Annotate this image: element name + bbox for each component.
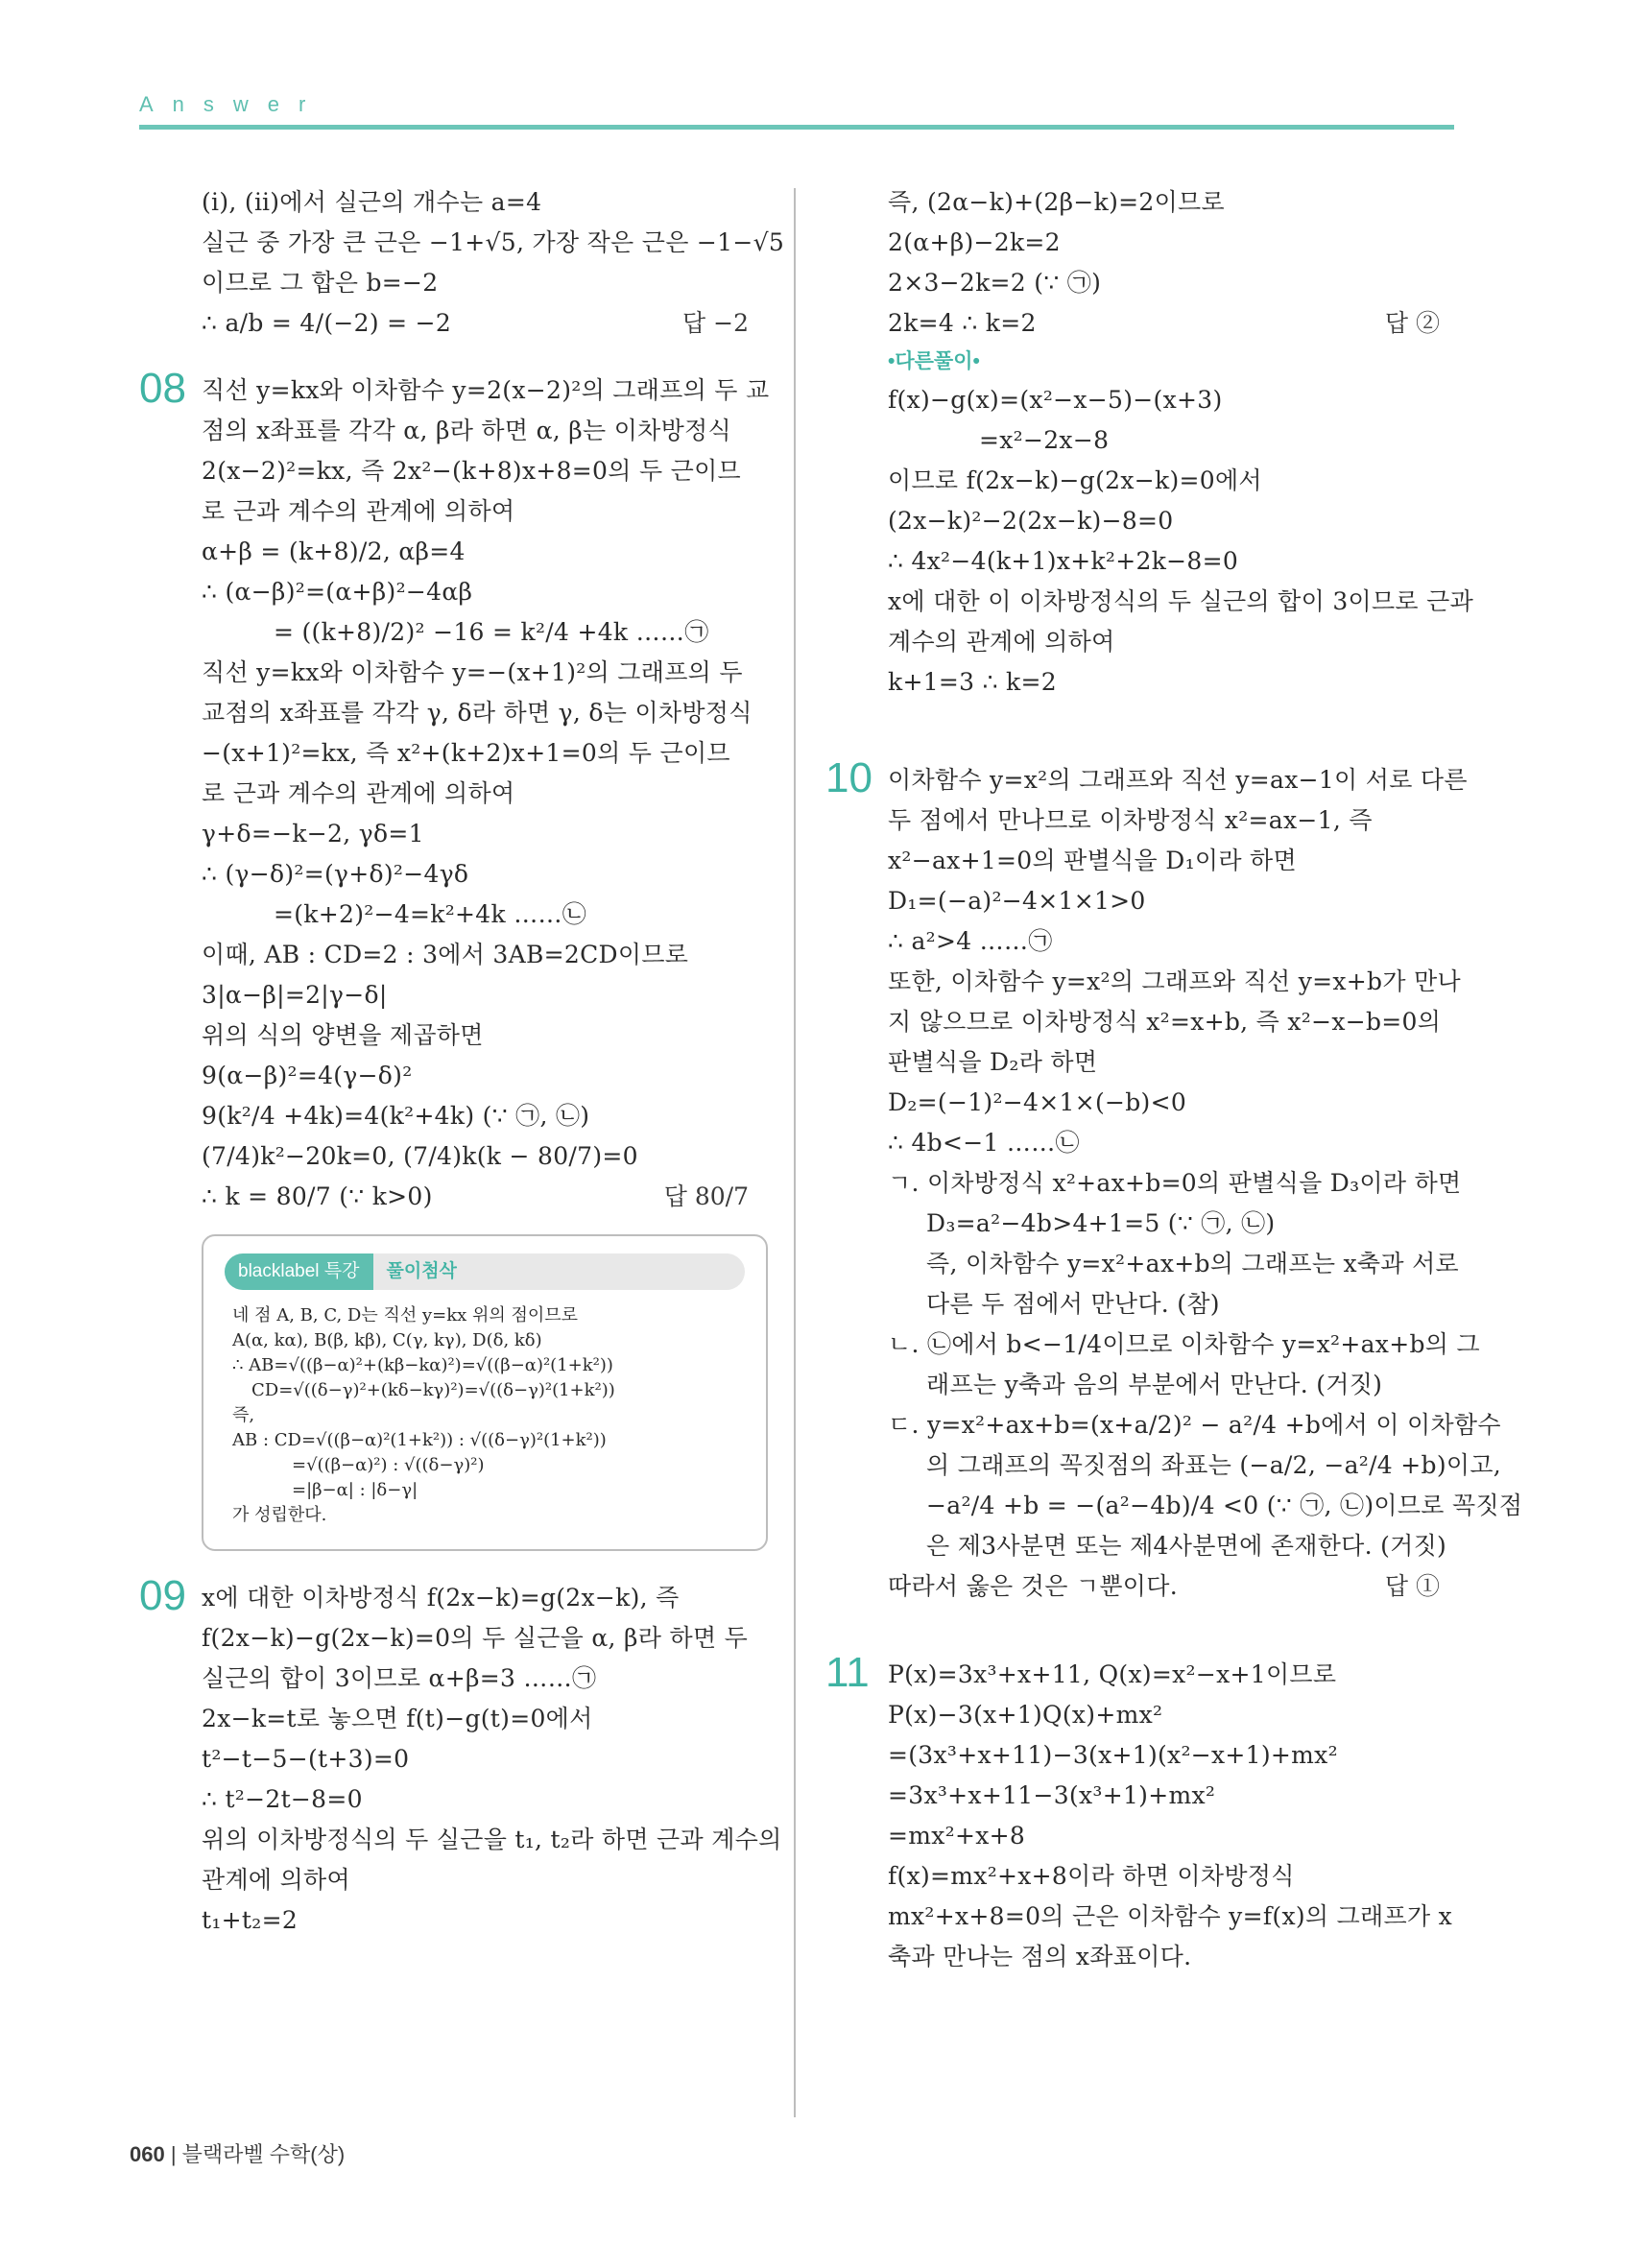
text-line: 로 근과 계수의 관계에 의하여 (202, 779, 515, 807)
callout-line: ∴ AB=√((β−α)²+(kβ−kα)²)=√((β−α)²(1+k²)) (232, 1355, 613, 1375)
text-line: 계수의 관계에 의하여 (888, 628, 1115, 656)
text-line: D₃=a²−4b>4+1=5 (∵ ㉠, ㉡) (926, 1209, 1276, 1237)
callout-brand: blacklabel 특강 (225, 1253, 373, 1290)
text-line: =mx²+x+8 (888, 1822, 1026, 1850)
text-line: α+β = (k+8)/2, αβ=4 (202, 537, 466, 565)
text-line: x²−ax+1=0의 판별식을 D₁이라 하면 (888, 847, 1297, 874)
text-line: ∴ a/b = 4/(−2) = −2 (202, 309, 452, 337)
text-line: 따라서 옳은 것은 ㄱ뿐이다. (888, 1572, 1178, 1600)
question-number: 08 (139, 365, 186, 412)
callout-line: 즉, (232, 1405, 255, 1425)
text-line: (ⅰ), (ⅱ)에서 실근의 개수는 a=4 (202, 188, 542, 216)
text-line: 은 제3사분면 또는 제4사분면에 존재한다. (거짓) (926, 1532, 1447, 1560)
blacklabel-callout (202, 1234, 768, 1551)
alternative-solution-label: •다른풀이• (888, 350, 980, 372)
text-line: 실근의 합이 3이므로 α+β=3 ……㉠ (202, 1664, 597, 1692)
text-line: D₁=(−a)²−4×1×1>0 (888, 887, 1146, 915)
page-number: 060 (130, 2142, 165, 2166)
text-line: ㄴ. ㉡에서 b<−1/4이므로 이차함수 y=x²+ax+b의 그 (888, 1330, 1480, 1358)
text-line: 2(x−2)²=kx, 즉 2x²−(k+8)x+8=0의 두 근이므 (202, 457, 742, 485)
text-line: ㄷ. y=x²+ax+b=(x+a/2)² − a²/4 +b에서 이 이차함수 (888, 1411, 1501, 1439)
callout-line: A(α, kα), B(β, kβ), C(γ, kγ), D(δ, kδ) (232, 1330, 542, 1350)
callout-line: CD=√((δ−γ)²+(kδ−kγ)²)=√((δ−γ)²(1+k²)) (251, 1380, 615, 1400)
text-line: 위의 이차방정식의 두 실근을 t₁, t₂라 하면 근과 계수의 (202, 1826, 782, 1853)
text-line: 이므로 그 합은 b=−2 (202, 269, 439, 297)
text-line: t²−t−5−(t+3)=0 (202, 1745, 410, 1773)
question-10 (825, 754, 1523, 1607)
right-column (825, 182, 1523, 1977)
text-line: 이차함수 y=x²의 그래프와 직선 y=ax−1이 서로 다른 (888, 766, 1468, 794)
text-line: ∴ (α−β)²=(α+β)²−4αβ (202, 578, 473, 606)
text-line: 이때, AB : CD=2 : 3에서 3AB=2CD이므로 (202, 941, 689, 968)
text-line: 직선 y=kx와 이차함수 y=2(x−2)²의 그래프의 두 교 (202, 376, 770, 404)
text-line: k+1=3 ∴ k=2 (888, 668, 1057, 696)
text-line: = ((k+8)/2)² −16 = k²/4 +4k ……㉠ (274, 618, 709, 646)
text-line: 즉, 이차함수 y=x²+ax+b의 그래프는 x축과 서로 (926, 1250, 1459, 1277)
text-line: −(x+1)²=kx, 즉 x²+(k+2)x+1=0의 두 근이므 (202, 739, 730, 767)
text-line: 의 그래프의 꼭짓점의 좌표는 (−a/2, −a²/4 +b)이고, (926, 1451, 1502, 1479)
left-column (139, 182, 785, 1941)
text-line: 직선 y=kx와 이차함수 y=−(x+1)²의 그래프의 두 (202, 658, 743, 686)
callout-line: =|β−α| : |δ−γ| (292, 1480, 418, 1500)
text-line: t₁+t₂=2 (202, 1906, 299, 1934)
text-line: 축과 만나는 점의 x좌표이다. (888, 1943, 1192, 1970)
question-number: 10 (825, 754, 872, 801)
callout-line: =√((β−α)²) : √((δ−γ)²) (292, 1455, 485, 1475)
callout-line: AB : CD=√((β−α)²(1+k²)) : √((δ−γ)²(1+k²)) (232, 1430, 607, 1450)
text-line: 실근 중 가장 큰 근은 −1+√5, 가장 작은 근은 −1−√5 (202, 228, 785, 256)
question-09 (139, 1572, 782, 1941)
text-line: −a²/4 +b = −(a²−4b)/4 <0 (∵ ㉠, ㉡)이므로 꼭짓점 (926, 1492, 1523, 1519)
text-line: 두 점에서 만나므로 이차방정식 x²=ax−1, 즉 (888, 806, 1373, 834)
text-line: =3x³+x+11−3(x³+1)+mx² (888, 1781, 1216, 1809)
question-number: 09 (139, 1572, 186, 1619)
text-line: 3|α−β|=2|γ−δ| (202, 981, 388, 1009)
question-number: 11 (825, 1649, 870, 1696)
answer-label: 답 ① (1384, 1572, 1440, 1600)
text-line: (2x−k)²−2(2x−k)−8=0 (888, 507, 1174, 535)
text-line: 교점의 x좌표를 각각 γ, δ라 하면 γ, δ는 이차방정식 (202, 699, 753, 727)
text-line: 2(α+β)−2k=2 (888, 228, 1061, 256)
callout-line: 가 성립한다. (232, 1505, 327, 1525)
footer-separator: | (170, 2142, 182, 2166)
text-line: 판별식을 D₂라 하면 (888, 1048, 1098, 1076)
text-line: 위의 식의 양변을 제곱하면 (202, 1021, 484, 1049)
text-line: 2x−k=t로 놓으면 f(t)−g(t)=0에서 (202, 1705, 593, 1732)
answer-label: 답 ② (1384, 309, 1440, 337)
page-footer (130, 2138, 345, 2168)
column-divider (794, 188, 796, 2117)
text-line: 관계에 의하여 (202, 1866, 350, 1894)
text-line: ∴ t²−2t−8=0 (202, 1785, 363, 1813)
text-line: P(x)−3(x+1)Q(x)+mx² (888, 1701, 1163, 1729)
text-line: f(2x−k)−g(2x−k)=0의 두 실근을 α, β라 하면 두 (202, 1624, 749, 1652)
answer-label: 답 −2 (682, 309, 749, 337)
text-line: x에 대한 이 이차방정식의 두 실근의 합이 3이므로 근과 (888, 587, 1474, 615)
text-line: (7/4)k²−20k=0, (7/4)k(k − 80/7)=0 (202, 1142, 638, 1170)
text-line: 다른 두 점에서 만난다. (참) (926, 1290, 1220, 1318)
text-line: 9(k²/4 +4k)=4(k²+4k) (∵ ㉠, ㉡) (202, 1102, 590, 1130)
text-line: 2k=4 ∴ k=2 (888, 309, 1037, 337)
text-line: P(x)=3x³+x+11, Q(x)=x²−x+1이므로 (888, 1660, 1337, 1688)
text-line: 또한, 이차함수 y=x²의 그래프와 직선 y=x+b가 만나 (888, 967, 1461, 995)
text-line: ∴ 4b<−1 ……㉡ (888, 1129, 1080, 1157)
question-11 (825, 1649, 1459, 1977)
text-line: =x²−2x−8 (979, 426, 1110, 454)
text-line: f(x)=mx²+x+8이라 하면 이차방정식 (888, 1862, 1295, 1890)
text-line: ∴ a²>4 ……㉠ (888, 927, 1053, 955)
text-line: 점의 x좌표를 각각 α, β라 하면 α, β는 이차방정식 (202, 417, 731, 444)
text-line: 9(α−β)²=4(γ−δ)² (202, 1062, 413, 1089)
text-line: γ+δ=−k−2, γδ=1 (202, 820, 424, 848)
text-line: 래프는 y축과 음의 부분에서 만난다. (거짓) (926, 1371, 1383, 1398)
callout-subtitle: 풀이첨삭 (386, 1261, 457, 1281)
text-line: =(3x³+x+11)−3(x+1)(x²−x+1)+mx² (888, 1741, 1338, 1769)
text-line: ∴ k = 80/7 (∵ k>0) (202, 1182, 433, 1210)
text-line: mx²+x+8=0의 근은 이차함수 y=f(x)의 그래프가 x (888, 1902, 1453, 1930)
text-line: 즉, (2α−k)+(2β−k)=2이므로 (888, 188, 1225, 216)
callout-header (225, 1253, 745, 1290)
text-line: ∴ 4x²−4(k+1)x+k²+2k−8=0 (888, 547, 1239, 575)
text-line: 지 않으므로 이차방정식 x²=x+b, 즉 x²−x−b=0의 (888, 1008, 1442, 1036)
question-08 (139, 365, 770, 1217)
text-line: x에 대한 이차방정식 f(2x−k)=g(2x−k), 즉 (202, 1584, 680, 1611)
text-line: ㄱ. 이차방정식 x²+ax+b=0의 판별식을 D₃이라 하면 (888, 1169, 1462, 1197)
callout-line: 네 점 A, B, C, D는 직선 y=kx 위의 점이므로 (232, 1305, 579, 1325)
text-line: D₂=(−1)²−4×1×(−b)<0 (888, 1088, 1187, 1116)
book-title: 블랙라벨 수학(상) (181, 2142, 346, 2166)
text-line: 2×3−2k=2 (∵ ㉠) (888, 269, 1102, 297)
text-line: ∴ (γ−δ)²=(γ+δ)²−4γδ (202, 860, 469, 888)
text-line: 로 근과 계수의 관계에 의하여 (202, 497, 515, 525)
text-line: 이므로 f(2x−k)−g(2x−k)=0에서 (888, 466, 1262, 494)
text-line: =(k+2)²−4=k²+4k ……㉡ (274, 900, 587, 928)
header-label: Answer (139, 92, 325, 116)
answer-label: 답 80/7 (663, 1182, 749, 1210)
header-rule (139, 125, 1454, 130)
text-line: f(x)−g(x)=(x²−x−5)−(x+3) (888, 386, 1223, 414)
